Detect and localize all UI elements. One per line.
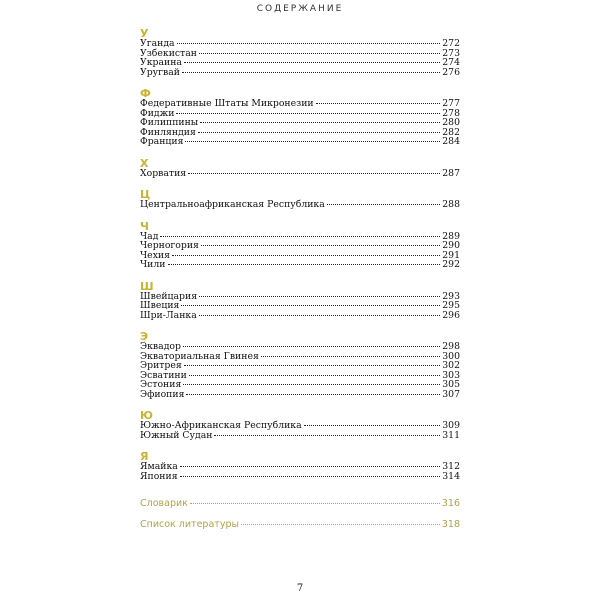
- entry-page-number: 287: [442, 167, 460, 179]
- toc-entry[interactable]: [140, 99, 460, 109]
- entry-page-number: 303: [442, 369, 460, 381]
- toc-extra-entry[interactable]: [140, 514, 460, 535]
- entry-page-number: 296: [442, 309, 460, 321]
- toc-entry[interactable]: [140, 472, 460, 482]
- dot-leader: [177, 43, 441, 44]
- dot-leader: [200, 122, 440, 123]
- section-letter: Ю: [140, 409, 153, 422]
- section-letter: Ф: [140, 87, 151, 100]
- toc-entry[interactable]: [140, 292, 460, 302]
- entry-page-number: 274: [442, 57, 460, 68]
- entry-page-number: 311: [442, 429, 460, 441]
- toc-entry[interactable]: [140, 260, 460, 270]
- entry-page-number: 284: [442, 136, 460, 147]
- entry-title: Узбекистан: [140, 47, 197, 59]
- dot-leader: [201, 245, 440, 246]
- entry-title: Федеративные Штаты Микронезии: [140, 98, 314, 109]
- toc-entry[interactable]: [140, 169, 460, 179]
- entry-page-number: 292: [442, 259, 460, 270]
- dot-leader: [184, 365, 441, 366]
- dot-leader: [180, 466, 440, 467]
- dot-leader: [188, 173, 440, 174]
- entry-page-number: 309: [442, 420, 460, 431]
- toc-entry[interactable]: [140, 241, 460, 251]
- dot-leader: [214, 435, 440, 436]
- toc-group: [140, 219, 460, 270]
- entry-page-number: 288: [442, 199, 460, 210]
- dot-leader: [199, 296, 440, 297]
- entry-title: Филиппины: [140, 117, 199, 128]
- toc-group: [140, 279, 460, 321]
- entry-title: Чехия: [140, 249, 170, 261]
- toc-entry[interactable]: [140, 462, 460, 472]
- entry-title: Швеция: [140, 300, 180, 311]
- entry-title: Япония: [140, 470, 178, 482]
- toc-entry[interactable]: [140, 200, 460, 210]
- toc-entry[interactable]: [140, 128, 460, 138]
- dot-leader: [199, 315, 441, 316]
- toc-entry[interactable]: [140, 361, 460, 371]
- entry-title: Чили: [140, 259, 166, 270]
- extra-title: Список литературы: [140, 519, 239, 530]
- section-letter: Ц: [140, 188, 151, 201]
- dot-leader: [199, 53, 440, 54]
- dot-leader: [327, 204, 440, 205]
- toc-entry[interactable]: [140, 58, 460, 68]
- entry-page-number: 302: [442, 360, 460, 371]
- dot-leader: [183, 346, 440, 347]
- section-letter: Ч: [140, 219, 149, 233]
- entry-title: Черногория: [140, 240, 199, 251]
- section-letter: Я: [140, 450, 149, 463]
- entry-title: Швейцария: [140, 290, 198, 302]
- dot-leader: [316, 103, 441, 104]
- dot-leader: [183, 384, 440, 385]
- entry-title: Эстония: [140, 379, 182, 390]
- toc-entry[interactable]: [140, 390, 460, 400]
- toc-extras: [140, 493, 460, 535]
- toc-group: [140, 190, 460, 210]
- toc-entry[interactable]: [140, 371, 460, 381]
- toc-group: [140, 332, 460, 399]
- entry-title: Чад: [140, 230, 159, 242]
- toc-entry[interactable]: [140, 311, 460, 321]
- dot-leader: [176, 113, 440, 114]
- entry-title: Эритрея: [140, 360, 182, 371]
- dot-leader: [172, 255, 440, 256]
- page-header: СОДЕРЖАНИЕ: [256, 4, 344, 14]
- table-of-contents: [140, 29, 460, 535]
- entry-title: Уганда: [140, 38, 175, 49]
- entry-title: Франция: [140, 136, 184, 147]
- section-letter: Х: [140, 156, 149, 170]
- dot-leader: [181, 305, 440, 306]
- entry-page-number: 276: [442, 66, 460, 78]
- toc-groups: [140, 29, 460, 481]
- entry-page-number: 298: [442, 341, 460, 352]
- entry-title: Шри-Ланка: [140, 309, 197, 321]
- entry-page-number: 273: [442, 47, 460, 59]
- dot-leader: [189, 375, 440, 376]
- toc-group: [140, 452, 460, 481]
- entry-page-number: 277: [442, 98, 460, 109]
- entry-title: Центральноафриканская Республика: [140, 199, 325, 210]
- toc-group: [140, 411, 460, 440]
- entry-page-number: 314: [442, 470, 460, 482]
- entry-page-number: 295: [442, 300, 460, 311]
- toc-group: [140, 89, 460, 147]
- toc-entry[interactable]: [140, 68, 460, 78]
- entry-title: Эквадор: [140, 341, 181, 352]
- dot-leader: [186, 394, 440, 395]
- entry-page-number: 290: [442, 240, 460, 251]
- dot-leader: [304, 425, 441, 426]
- entry-page-number: 291: [442, 249, 460, 261]
- entry-title: Эсватини: [140, 369, 187, 381]
- entry-title: Ямайка: [140, 461, 178, 472]
- extra-title: Словарик: [140, 498, 188, 509]
- entry-page-number: 282: [442, 126, 460, 138]
- entry-title: Украина: [140, 57, 182, 68]
- entry-page-number: 307: [442, 388, 460, 400]
- entry-title: Южно-Африканская Республика: [140, 420, 302, 431]
- toc-entry[interactable]: [140, 380, 460, 390]
- toc-entry[interactable]: [140, 352, 460, 362]
- dot-leader: [185, 141, 440, 142]
- entry-title: Южный Судан: [140, 429, 213, 441]
- dot-leader: [241, 524, 440, 525]
- entry-title: Уругвай: [140, 66, 180, 78]
- entry-page-number: 300: [442, 350, 460, 362]
- entry-title: Хорватия: [140, 167, 187, 179]
- dot-leader: [190, 503, 440, 504]
- entry-title: Финляндия: [140, 126, 196, 138]
- entry-page-number: 312: [442, 461, 460, 472]
- extra-page-number: 318: [441, 519, 460, 530]
- toc-entry[interactable]: [140, 251, 460, 261]
- entry-page-number: 272: [442, 38, 460, 49]
- dot-leader: [198, 132, 440, 133]
- entry-title: Экваториальная Гвинея: [140, 350, 259, 362]
- entry-page-number: 280: [442, 117, 460, 128]
- dot-leader: [261, 356, 440, 357]
- section-letter: Э: [140, 330, 149, 343]
- entry-page-number: 293: [442, 290, 460, 302]
- toc-entry[interactable]: [140, 431, 460, 441]
- dot-leader: [168, 264, 441, 265]
- page-number: 7: [296, 583, 304, 594]
- toc-group: [140, 156, 460, 179]
- dot-leader: [184, 62, 440, 63]
- entry-title: Эфиопия: [140, 388, 185, 400]
- toc-extra-entry[interactable]: [140, 493, 460, 514]
- entry-title: Фиджи: [140, 107, 175, 119]
- section-letter: Ш: [140, 279, 154, 293]
- dot-leader: [182, 72, 440, 73]
- extra-page-number: 316: [441, 498, 460, 509]
- entry-page-number: 278: [442, 107, 460, 119]
- toc-group: [140, 29, 460, 77]
- toc-entry[interactable]: [140, 137, 460, 147]
- section-letter: У: [140, 27, 149, 40]
- entry-page-number: 289: [442, 230, 460, 242]
- entry-page-number: 305: [442, 379, 460, 390]
- dot-leader: [160, 236, 440, 237]
- toc-entry[interactable]: [140, 49, 460, 59]
- dot-leader: [180, 476, 441, 477]
